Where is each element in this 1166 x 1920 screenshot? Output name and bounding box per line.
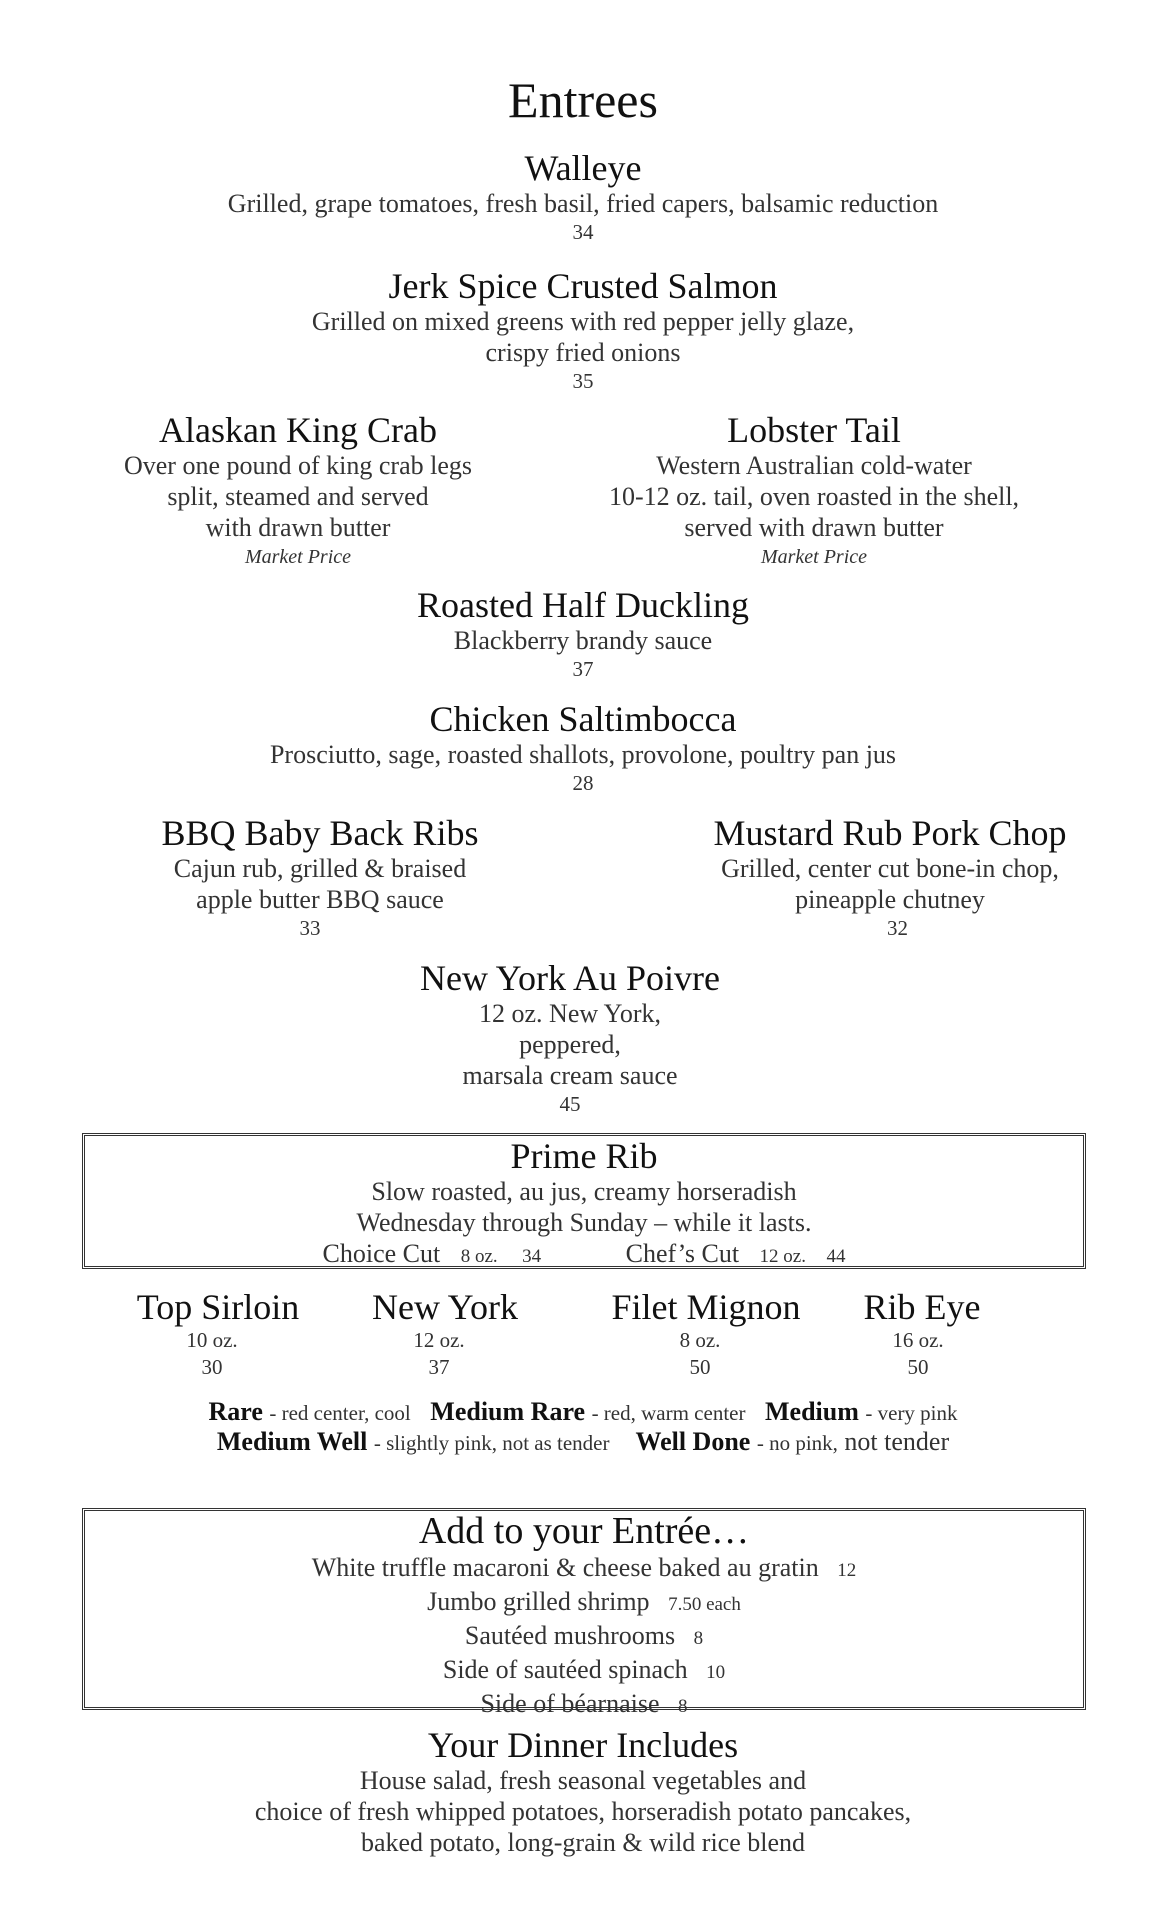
item-name: Chicken Saltimbocca (429, 699, 737, 739)
menu-item-lobster-tail (598, 410, 1030, 571)
item-price: Market Price (244, 546, 352, 568)
item-description: split, steamed and served (167, 482, 429, 511)
item-name: New York Au Poivre (419, 958, 721, 998)
item-description: crispy fried onions (485, 338, 681, 367)
menu-item-king-crab (98, 410, 498, 571)
item-description: apple butter BBQ sauce (196, 885, 444, 914)
item-description: peppered, (519, 1030, 621, 1059)
addons-section (82, 1510, 1086, 1722)
item-description: Cajun rub, grilled & braised (173, 854, 467, 883)
doneness-desc: - no pink, (756, 1431, 838, 1455)
chef-cut-size: 12 oz. (759, 1246, 806, 1267)
menu-item-duckling (0, 585, 1166, 683)
item-description: 12 oz. New York, (479, 999, 661, 1028)
steak-rib-eye (842, 1287, 1002, 1381)
addon-item (82, 1586, 1086, 1620)
steak-size: 8 oz. (679, 1328, 721, 1352)
item-description: Grilled on mixed greens with red pepper jelly glaze, (311, 307, 855, 336)
steak-top-sirloin (118, 1287, 318, 1381)
steak-price: 30 (201, 1355, 223, 1379)
item-name: BBQ Baby Back Ribs (161, 813, 479, 853)
doneness-guide-row-1 (0, 1397, 1166, 1428)
item-name: Jerk Spice Crusted Salmon (388, 266, 778, 306)
doneness-term: Medium (764, 1397, 859, 1426)
addon-item (82, 1654, 1086, 1688)
steak-size: 16 oz. (892, 1328, 944, 1352)
item-name: Mustard Rub Pork Chop (713, 813, 1067, 853)
addon-label: Side of sautéed spinach (442, 1655, 688, 1684)
steak-name: Top Sirloin (136, 1287, 300, 1327)
item-price: Market Price (760, 546, 868, 568)
item-name: Walleye (524, 148, 642, 188)
steak-size: 12 oz. (413, 1328, 465, 1352)
addon-price: 8 (678, 1696, 688, 1717)
addon-price: 7.50 each (668, 1594, 741, 1615)
item-name: Prime Rib (510, 1136, 658, 1176)
steak-price: 37 (428, 1355, 450, 1379)
addon-price: 10 (706, 1662, 726, 1683)
doneness-term: Rare (208, 1397, 263, 1426)
dinner-includes-section (0, 1725, 1166, 1858)
menu-item-new-york-au-poivre (370, 958, 770, 1118)
menu-section-entrees (0, 72, 1166, 128)
includes-title: Your Dinner Includes (427, 1725, 739, 1765)
doneness-desc: - red, warm center (591, 1401, 746, 1425)
item-name: Alaskan King Crab (159, 410, 437, 450)
choice-cut-price: 34 (522, 1246, 542, 1267)
includes-line: House salad, fresh seasonal vegetables and (359, 1766, 807, 1795)
item-name: Roasted Half Duckling (417, 585, 749, 625)
menu-item-prime-rib (82, 1136, 1086, 1272)
chef-cut-price: 44 (826, 1246, 846, 1267)
item-price: 34 (572, 220, 594, 244)
item-price: 33 (299, 916, 321, 940)
menu-item-chicken-saltimbocca (0, 699, 1166, 797)
menu-item-salmon (0, 266, 1166, 395)
includes-line: choice of fresh whipped potatoes, horseradish potato pancakes, (254, 1797, 912, 1826)
item-price: 45 (559, 1092, 581, 1116)
steak-price: 50 (907, 1355, 929, 1379)
choice-cut-label: Choice Cut (322, 1239, 441, 1268)
prime-rib-cuts (82, 1238, 1086, 1272)
addon-label: Jumbo grilled shrimp (427, 1587, 650, 1616)
steak-name: Filet Mignon (611, 1287, 801, 1327)
addon-label: Sautéed mushrooms (464, 1621, 676, 1650)
item-description: Wednesday through Sunday – while it lasts. (356, 1208, 812, 1237)
item-price: 37 (572, 657, 594, 681)
doneness-desc: not tender (844, 1427, 950, 1456)
addon-item (82, 1688, 1086, 1722)
doneness-desc: - red center, cool (269, 1401, 411, 1425)
item-description: Over one pound of king crab legs (123, 451, 473, 480)
addon-label: Side of béarnaise (480, 1689, 660, 1718)
menu-item-bbq-ribs (120, 813, 520, 942)
item-description: 10-12 oz. tail, oven roasted in the shell, (608, 482, 1020, 511)
item-description: Western Australian cold-water (656, 451, 972, 480)
menu-item-pork-chop (680, 813, 1100, 942)
steak-name: New York (371, 1287, 519, 1327)
includes-line: baked potato, long-grain & wild rice blend (360, 1828, 806, 1857)
item-description: Grilled, grape tomatoes, fresh basil, fried capers, balsamic reduction (227, 189, 939, 218)
doneness-term: Well Done (635, 1427, 751, 1456)
item-description: Prosciutto, sage, roasted shallots, provolone, poultry pan jus (269, 740, 897, 769)
doneness-term: Medium Well (216, 1427, 368, 1456)
steak-filet-mignon (596, 1287, 816, 1381)
steak-size: 10 oz. (186, 1328, 238, 1352)
item-price: 32 (887, 916, 908, 940)
addon-price: 12 (837, 1560, 857, 1581)
item-description: pineapple chutney (795, 885, 985, 914)
item-price: 28 (572, 771, 594, 795)
addon-item (82, 1620, 1086, 1654)
addon-price: 8 (693, 1628, 704, 1649)
menu-item-walleye (0, 148, 1166, 246)
page-title: Entrees (508, 72, 658, 128)
chef-cut-label: Chef’s Cut (625, 1239, 740, 1268)
steak-name: Rib Eye (863, 1287, 981, 1327)
doneness-desc: - slightly pink, not as tender (373, 1431, 610, 1455)
item-name: Lobster Tail (727, 410, 901, 450)
doneness-desc: - very pink (865, 1401, 958, 1425)
addons-title: Add to your Entrée… (418, 1510, 750, 1552)
item-description: Grilled, center cut bone-in chop, (721, 854, 1059, 883)
steak-new-york (345, 1287, 545, 1381)
addon-item (82, 1552, 1086, 1586)
doneness-term: Medium Rare (430, 1397, 586, 1426)
item-description: marsala cream sauce (462, 1061, 678, 1090)
doneness-guide-row-2 (0, 1427, 1166, 1458)
steak-list (0, 1287, 1166, 1387)
item-price: 35 (572, 369, 594, 393)
choice-cut-size: 8 oz. (460, 1246, 498, 1267)
item-description: with drawn butter (205, 513, 391, 542)
addon-label: White truffle macaroni & cheese baked au gratin (311, 1553, 819, 1582)
steak-price: 50 (689, 1355, 711, 1379)
item-description: served with drawn butter (684, 513, 944, 542)
item-description: Blackberry brandy sauce (453, 626, 713, 655)
item-description: Slow roasted, au jus, creamy horseradish (371, 1177, 797, 1206)
